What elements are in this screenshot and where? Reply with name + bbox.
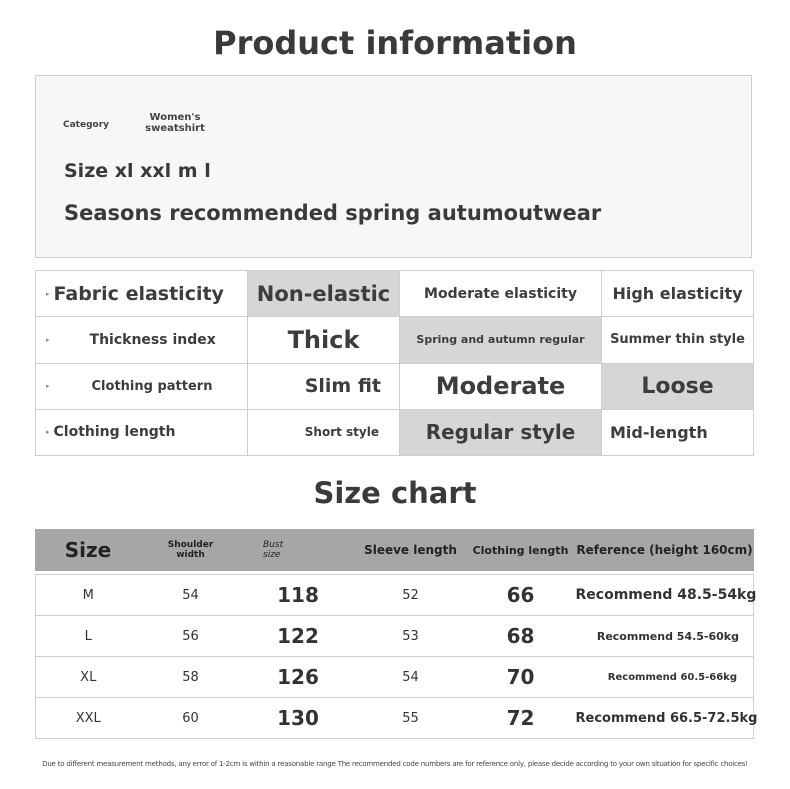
season-line: Seasons recommended spring autumoutwear bbox=[64, 201, 602, 225]
attribute-option: Summer thin style bbox=[602, 317, 754, 363]
header-sleeve: Sleeve length bbox=[356, 530, 466, 571]
attribute-label: ▸ Thickness index bbox=[36, 317, 248, 363]
size-row bbox=[36, 698, 754, 739]
attribute-option: High elasticity bbox=[602, 271, 754, 317]
footnote: Due to different measurement methods, any error of 1-2cm is within a reasonable range The recommended code numbers are for reference only, please decide according to your own situation for specific choices! bbox=[42, 760, 748, 768]
shoulder-cell: 54 bbox=[141, 575, 241, 616]
attribute-label: ▸ Fabric elasticity bbox=[36, 271, 248, 317]
length-cell: 70 bbox=[466, 657, 576, 698]
size-row bbox=[36, 575, 754, 616]
size-cell: M bbox=[36, 575, 141, 616]
attribute-option: Thick bbox=[248, 317, 400, 363]
attribute-option: Slim fit bbox=[248, 363, 400, 409]
size-chart-title: Size chart bbox=[313, 476, 477, 510]
size-line: Size xl xxl m l bbox=[64, 160, 211, 182]
size-row bbox=[36, 616, 754, 657]
reference-cell: Recommend 54.5-60kg bbox=[576, 616, 754, 657]
sleeve-cell: 53 bbox=[356, 616, 466, 657]
length-cell: 72 bbox=[466, 698, 576, 739]
attribute-option: Short style bbox=[248, 409, 400, 455]
attribute-label: ▸ Clothing length bbox=[36, 409, 248, 455]
arrow-right-icon: ▸ bbox=[46, 382, 50, 391]
sleeve-cell: 54 bbox=[356, 657, 466, 698]
attribute-row-elasticity bbox=[36, 271, 754, 317]
length-cell: 66 bbox=[466, 575, 576, 616]
attribute-option: Non-elastic bbox=[248, 271, 400, 317]
header-length: Clothing length bbox=[466, 530, 576, 571]
bust-cell: 118 bbox=[241, 575, 356, 616]
size-cell: XL bbox=[36, 657, 141, 698]
bust-cell: 126 bbox=[241, 657, 356, 698]
attribute-option: Spring and autumn regular bbox=[400, 317, 602, 363]
header-size: Size bbox=[36, 530, 141, 571]
attribute-option: Mid-length bbox=[602, 409, 754, 455]
size-cell: XXL bbox=[36, 698, 141, 739]
size-chart-table bbox=[35, 529, 758, 739]
attribute-option: Loose bbox=[602, 363, 754, 409]
attribute-grid bbox=[35, 270, 754, 456]
header-bust: Bust size bbox=[241, 530, 356, 571]
shoulder-cell: 56 bbox=[141, 616, 241, 657]
reference-cell: Recommend 48.5-54kg bbox=[576, 575, 754, 616]
bust-cell: 130 bbox=[241, 698, 356, 739]
attribute-row-pattern bbox=[36, 363, 754, 409]
category-value: Women's sweatshirt bbox=[145, 112, 205, 134]
arrow-right-icon: ▸ bbox=[46, 428, 50, 437]
attribute-row-length bbox=[36, 409, 754, 455]
attribute-option: Moderate bbox=[400, 363, 602, 409]
header-reference: Reference (height 160cm) bbox=[576, 530, 754, 571]
size-row bbox=[36, 657, 754, 698]
length-cell: 68 bbox=[466, 616, 576, 657]
attribute-label: ▸ Clothing pattern bbox=[36, 363, 248, 409]
category-label: Category bbox=[63, 120, 110, 130]
size-cell: L bbox=[36, 616, 141, 657]
arrow-right-icon: ▸ bbox=[46, 335, 50, 344]
attribute-row-thickness bbox=[36, 317, 754, 363]
shoulder-cell: 58 bbox=[141, 657, 241, 698]
reference-cell: Recommend 60.5-66kg bbox=[576, 657, 754, 698]
size-table-header bbox=[36, 530, 754, 571]
bust-cell: 122 bbox=[241, 616, 356, 657]
attribute-option: Regular style bbox=[400, 409, 602, 455]
shoulder-cell: 60 bbox=[141, 698, 241, 739]
sleeve-cell: 55 bbox=[356, 698, 466, 739]
sleeve-cell: 52 bbox=[356, 575, 466, 616]
arrow-right-icon: ▸ bbox=[46, 290, 50, 299]
reference-cell: Recommend 66.5-72.5kg bbox=[576, 698, 754, 739]
product-info-title: Product information bbox=[213, 24, 577, 62]
header-shoulder: Shoulder width bbox=[141, 530, 241, 571]
attribute-option: Moderate elasticity bbox=[400, 271, 602, 317]
